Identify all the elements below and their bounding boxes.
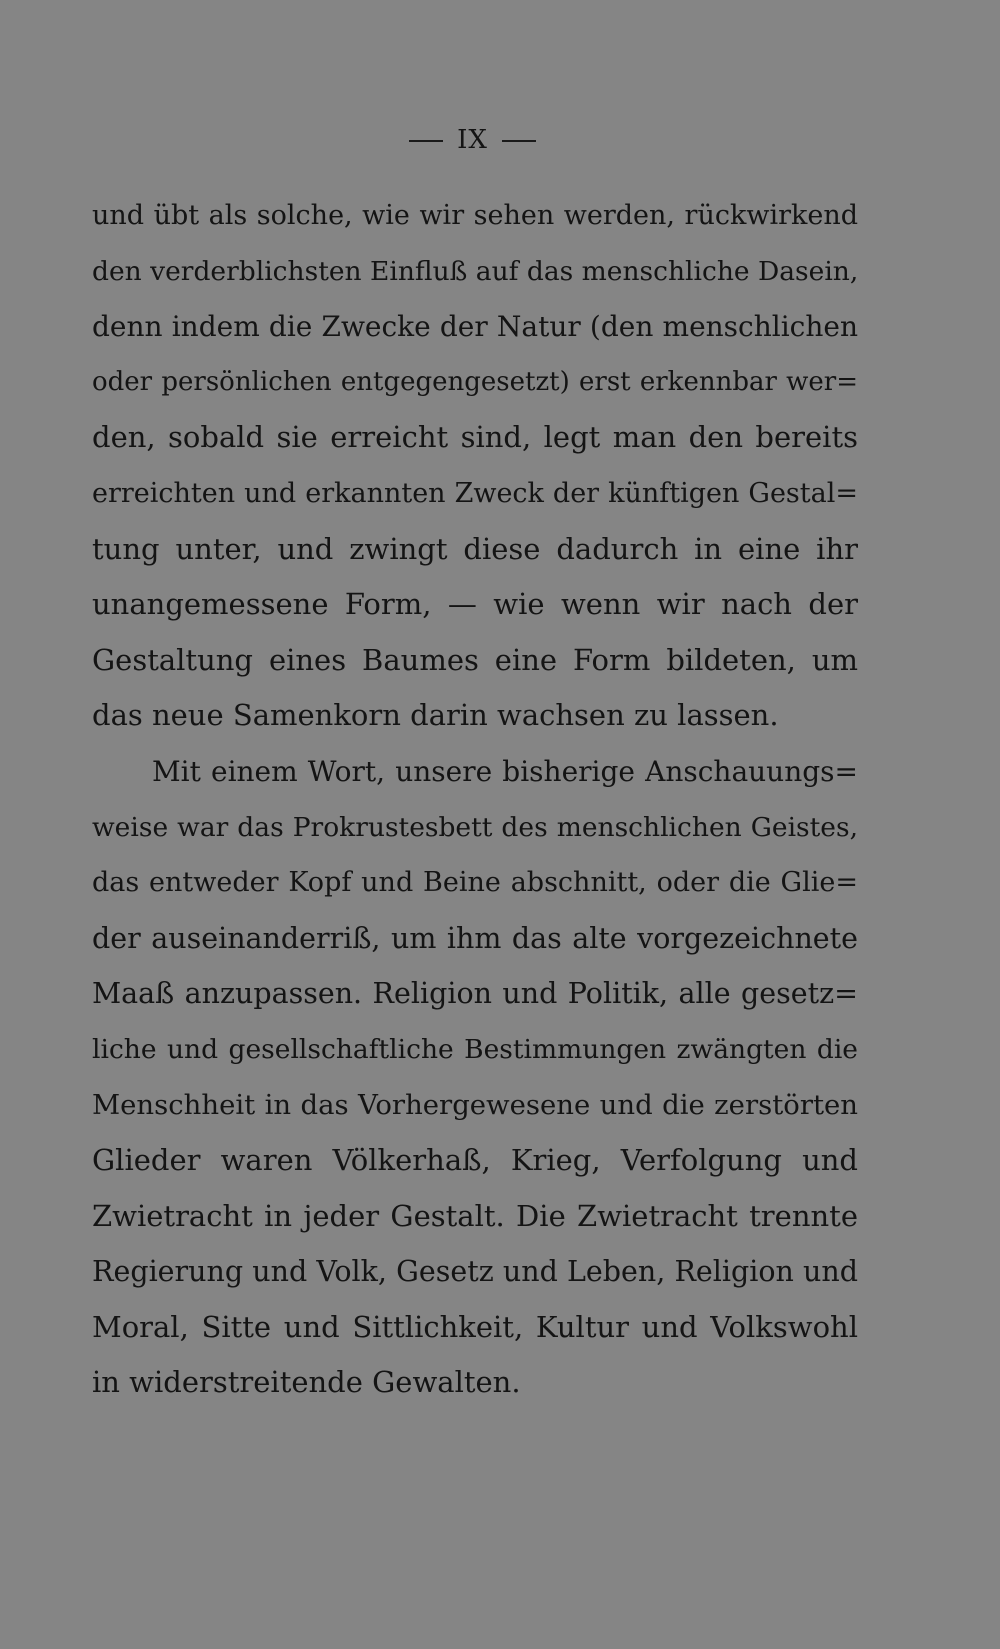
text-line: liche und gesellschaftliche Bestimmungen zwängten die — [92, 1033, 858, 1065]
header-dash-left — [409, 140, 443, 142]
text-line: Glieder waren Völkerhaß, Krieg, Verfolgung und — [92, 1143, 858, 1178]
text-line: Menschheit in das Vorhergewesene und die zerstörten — [92, 1088, 858, 1121]
text-line: denn indem die Zwecke der Natur (den menschlichen — [92, 310, 858, 344]
text-line: Gestaltung eines Baumes eine Form bildeten, um — [92, 642, 858, 677]
text-line: das neue Samenkorn darin wachsen zu lassen. — [92, 698, 779, 733]
paragraph-start-line: Mit einem Wort, unsere bisherige Anschauungs= — [152, 754, 858, 788]
text-line: tung unter, und zwingt diese dadurch in eine ihr — [92, 531, 858, 566]
text-line: das entweder Kopf und Beine abschnitt, oder die Glie= — [92, 867, 858, 899]
header-dash-right — [502, 140, 536, 142]
text-line: in widerstreitende Gewalten. — [92, 1365, 521, 1400]
text-line: Moral, Sitte und Sittlichkeit, Kultur und Volkswohl — [92, 1309, 858, 1344]
text-line: weise war das Prokrustesbett des menschlichen Geistes, — [92, 811, 858, 843]
text-line: den verderblichsten Einfluß auf das menschliche Dasein, — [92, 255, 858, 287]
text-line: der auseinanderriß, um ihm das alte vorgezeichnete — [92, 921, 858, 955]
text-line: oder persönlichen entgegengesetzt) erst erkennbar wer= — [92, 366, 858, 397]
text-line: Zwietracht in jeder Gestalt. Die Zwietracht trennte — [92, 1198, 858, 1233]
text-line: unangemessene Form, — wie wenn wir nach der — [92, 587, 858, 622]
body-text — [92, 188, 858, 1411]
text-line: Maaß anzupassen. Religion und Politik, alle gesetz= — [92, 977, 858, 1011]
page-number: IX — [457, 125, 488, 155]
text-line: Regierung und Volk, Gesetz und Leben, Religion und — [92, 1255, 858, 1289]
page-header — [0, 120, 945, 160]
text-line: und übt als solche, wie wir sehen werden, rückwirkend — [92, 200, 858, 231]
text-line: erreichten und erkannten Zweck der künftigen Gestal= — [92, 477, 858, 509]
text-line: den, sobald sie erreicht sind, legt man den bereits — [92, 420, 858, 455]
